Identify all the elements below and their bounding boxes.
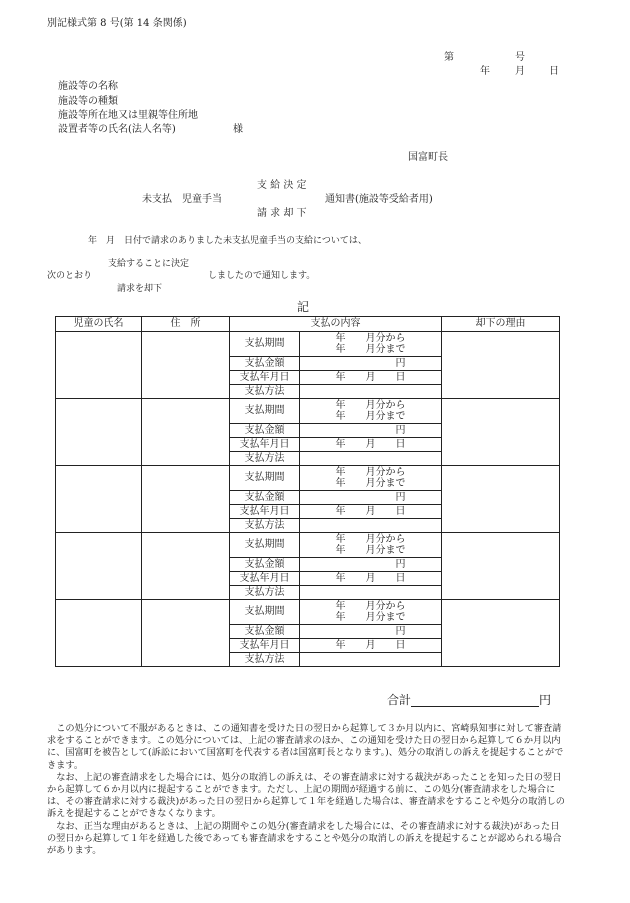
period-to: 年 月分まで — [335, 545, 406, 556]
value-period[interactable] — [300, 332, 442, 357]
period-from: 年 月分から — [335, 601, 406, 612]
honorific: 様 — [233, 124, 243, 135]
value-amount[interactable] — [300, 424, 442, 438]
value-date[interactable]: 年 月 日 — [300, 438, 442, 452]
value-amount[interactable] — [300, 558, 442, 572]
label-date: 支払年月日 — [230, 639, 300, 653]
title-right: 通知書(施設等受給者用) — [325, 194, 433, 205]
form-label: 別記様式第 8 号(第 14 条関係) — [47, 18, 187, 29]
total-yen: 円 — [539, 693, 552, 707]
body-option1: 支給することに決定 — [108, 259, 190, 269]
label-date: 支払年月日 — [230, 505, 300, 519]
label-method: 支払方法 — [230, 519, 300, 533]
period-to: 年 月分まで — [335, 478, 406, 489]
child-name-cell-3[interactable] — [56, 466, 142, 533]
label-amount: 支払金額 — [230, 357, 300, 371]
recipient-type: 施設等の種類 — [58, 96, 118, 107]
period-from: 年 月分から — [335, 534, 406, 545]
address-cell-1[interactable] — [142, 332, 230, 399]
label-date: 支払年月日 — [230, 371, 300, 385]
period-from: 年 月分から — [335, 400, 406, 411]
payment-table — [55, 316, 560, 667]
rejection-reason-cell-1[interactable] — [442, 332, 560, 399]
value-amount[interactable] — [300, 625, 442, 639]
label-period: 支払期間 — [230, 399, 300, 424]
value-date[interactable]: 年 月 日 — [300, 639, 442, 653]
label-amount: 支払金額 — [230, 558, 300, 572]
label-date: 支払年月日 — [230, 438, 300, 452]
body-option2: 請求を却下 — [117, 284, 163, 294]
recipient-address: 施設等所在地又は里親等住所地 — [58, 110, 198, 121]
notice-paragraph-1: この処分について不服があるときは、この通知書を受けた日の翌日から起算して３か月以内に、宮崎県知事に対して審査請求をすることができます。この処分については、上記の審査請求のほか、この通知を受けた日の翌日から起算して６か月以内に、国富町を被告として(訴訟において国富町を代表する者は国富町長となります。)、処分の取消しの訴えを提起することができます。 — [47, 723, 564, 771]
total-row — [387, 693, 551, 707]
label-amount: 支払金額 — [230, 424, 300, 438]
period-to: 年 月分まで — [335, 612, 406, 623]
value-date[interactable]: 年 月 日 — [300, 505, 442, 519]
label-method: 支払方法 — [230, 653, 300, 667]
header-rejection-reason: 却下の理由 — [442, 317, 560, 332]
recipient-name: 施設等の名称 — [58, 81, 118, 92]
child-name-cell-2[interactable] — [56, 399, 142, 466]
header-child-name: 児童の氏名 — [56, 317, 142, 332]
label-amount: 支払金額 — [230, 491, 300, 505]
issuer: 国富町長 — [408, 152, 448, 163]
value-period[interactable] — [300, 466, 442, 491]
total-input-line[interactable] — [411, 694, 539, 707]
value-date[interactable]: 年 月 日 — [300, 371, 442, 385]
label-method: 支払方法 — [230, 385, 300, 399]
body-line1: 年 月 日付で請求のありました未支払児童手当の支給については、 — [88, 236, 367, 246]
total-label: 合計 — [387, 693, 412, 707]
body-suffix: しましたので通知します。 — [208, 271, 316, 281]
label-period: 支払期間 — [230, 600, 300, 625]
rejection-reason-cell-5[interactable] — [442, 600, 560, 667]
value-method[interactable] — [300, 586, 442, 600]
yen-unit: 円 — [395, 625, 406, 637]
address-cell-4[interactable] — [142, 533, 230, 600]
value-method[interactable] — [300, 653, 442, 667]
title-upper: 支 給 決 定 — [257, 180, 307, 191]
child-name-cell-5[interactable] — [56, 600, 142, 667]
label-date: 支払年月日 — [230, 572, 300, 586]
value-period[interactable] — [300, 399, 442, 424]
value-amount[interactable] — [300, 357, 442, 371]
label-period: 支払期間 — [230, 466, 300, 491]
date-day: 日 — [549, 66, 559, 77]
notice-paragraph-2: なお、上記の審査請求をした場合には、処分の取消しの訴えは、その審査請求に対する裁決があったことを知った日の翌日から起算して６か月以内に提起することができます。ただし、上記の期間が経過する前に、この処分(審査請求をした場合には、その審査請求に対する裁決)があった日の翌日から起算して１年を経過した場合は、審査請求をすることや処分の取消しの訴えを提起することができなくなります。 — [47, 771, 565, 820]
number-label-go: 号 — [515, 52, 525, 63]
value-method[interactable] — [300, 519, 442, 533]
rejection-reason-cell-2[interactable] — [442, 399, 560, 466]
value-amount[interactable] — [300, 491, 442, 505]
rejection-reason-cell-3[interactable] — [442, 466, 560, 533]
child-name-cell-4[interactable] — [56, 533, 142, 600]
header-payment-content: 支払の内容 — [230, 317, 442, 332]
rejection-reason-cell-4[interactable] — [442, 533, 560, 600]
period-to: 年 月分まで — [335, 411, 406, 422]
period-to: 年 月分まで — [335, 344, 406, 355]
notice-paragraph-3: なお、正当な理由があるときは、上記の期間やこの処分(審査請求をした場合には、その審査請求に対する裁決)があった日の翌日から起算して１年を経過した後であっても審査請求をすることや処分の取消しの訴えを提起することが認められる場合があります。 — [47, 820, 562, 857]
label-method: 支払方法 — [230, 452, 300, 466]
date-year: 年 — [480, 66, 490, 77]
value-date[interactable]: 年 月 日 — [300, 572, 442, 586]
yen-unit: 円 — [395, 357, 406, 369]
value-method[interactable] — [300, 385, 442, 399]
yen-unit: 円 — [395, 424, 406, 436]
ki-label: 記 — [297, 300, 310, 314]
title-left: 未支払 児童手当 — [142, 194, 222, 205]
value-method[interactable] — [300, 452, 442, 466]
label-amount: 支払金額 — [230, 625, 300, 639]
value-period[interactable] — [300, 600, 442, 625]
header-address: 住 所 — [142, 317, 230, 332]
number-label-dai: 第 — [444, 52, 454, 63]
address-cell-2[interactable] — [142, 399, 230, 466]
title-lower: 請 求 却 下 — [257, 208, 307, 219]
body-prefix: 次のとおり — [47, 271, 93, 281]
label-method: 支払方法 — [230, 586, 300, 600]
yen-unit: 円 — [395, 558, 406, 570]
recipient-owner: 設置者等の氏名(法人名等) — [58, 124, 176, 135]
period-from: 年 月分から — [335, 467, 406, 478]
label-period: 支払期間 — [230, 533, 300, 558]
child-name-cell-1[interactable] — [56, 332, 142, 399]
period-from: 年 月分から — [335, 333, 406, 344]
yen-unit: 円 — [395, 491, 406, 503]
address-cell-3[interactable] — [142, 466, 230, 533]
address-cell-5[interactable] — [142, 600, 230, 667]
label-period: 支払期間 — [230, 332, 300, 357]
date-month: 月 — [515, 66, 525, 77]
value-period[interactable] — [300, 533, 442, 558]
appeal-notice — [47, 723, 565, 857]
